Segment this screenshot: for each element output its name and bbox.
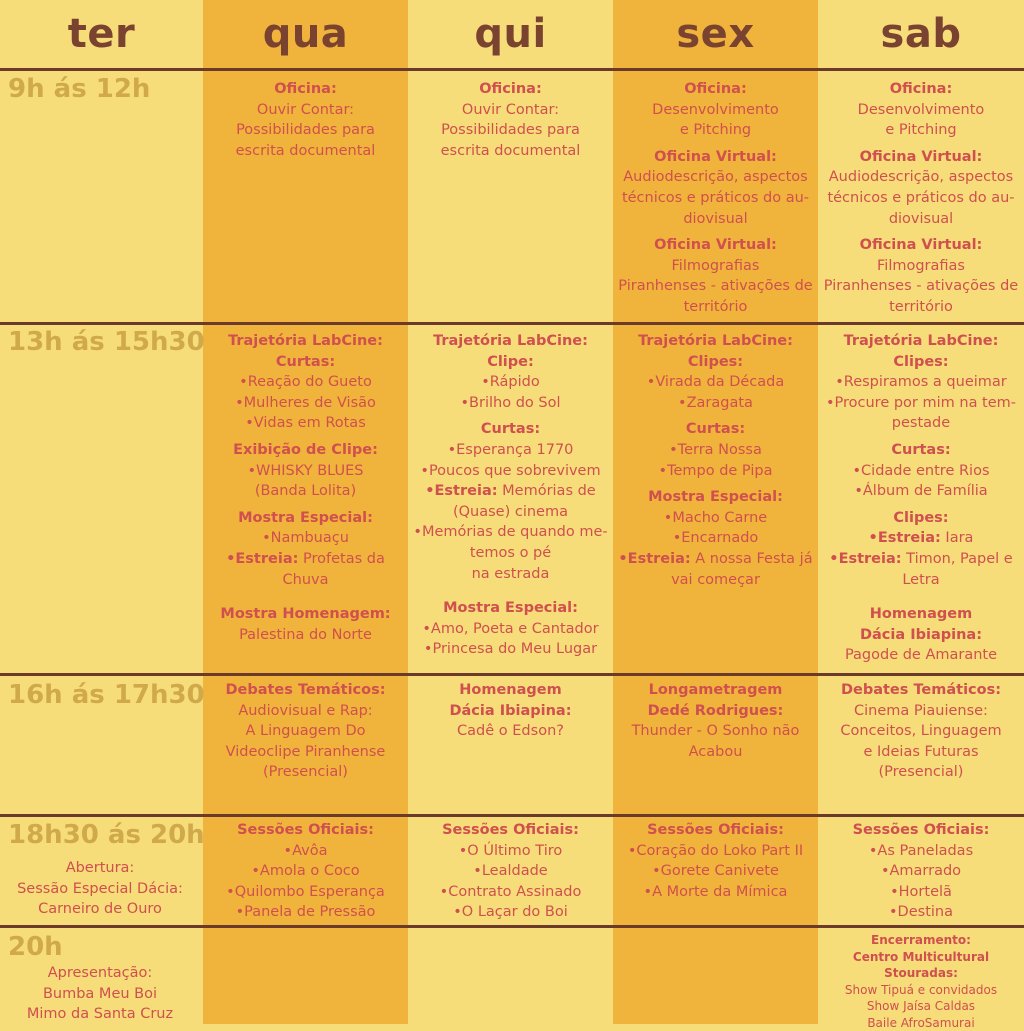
event-item [613,549,818,570]
event-item: Cinema Piauiense: [818,701,1024,722]
event-item: •As Paneladas [818,841,1024,862]
event-item: e Pitching [613,120,818,141]
event-item: •Poucos que sobrevivem [408,461,613,482]
event-item: •O Laçar do Boi [408,902,613,923]
event-item: Thunder - O Sonho não [613,721,818,742]
event-item: •Amo, Poeta e Cantador [408,619,613,640]
event-item: •Memórias de quando me- [408,522,613,543]
event-item: •Álbum de Família [818,481,1024,502]
event-item: técnicos e práticos do au- [818,188,1024,209]
day-header-ter: ter [0,0,203,68]
event-item: •Vidas em Rotas [203,413,408,434]
event-subtitle: Curtas: [203,352,408,373]
event-item: Videoclipe Piranhense [203,742,408,763]
cell-qua-16h [203,680,408,783]
event-title: Oficina Virtual: [818,147,1024,168]
cell-qua-18h30 [203,820,408,923]
event-item: •Tempo de Pipa [613,461,818,482]
cell-ter-20h [0,963,200,1025]
event-title: Clipes: [818,508,1024,529]
event-item: Cadê o Edson? [408,721,613,742]
event-title: Oficina: [818,79,1024,100]
event-title: Oficina: [408,79,613,100]
event-item: temos o pé [408,543,613,564]
event-title: Exibição de Clipe: [203,440,408,461]
event-title: Oficina Virtual: [613,147,818,168]
event-item: Mimo da Santa Cruz [0,1004,200,1025]
event-item: Filmografias [818,256,1024,277]
event-title: Mostra Homenagem: [203,604,408,625]
event-item: escrita documental [203,141,408,162]
cell-sab-20h [818,932,1024,1031]
event-item: diovisual [818,209,1024,230]
event-title: Curtas: [613,419,818,440]
day-header-sab: sab [818,0,1024,68]
event-item: Show Jaísa Caldas [818,998,1024,1015]
event-item: escrita documental [408,141,613,162]
event-item: Letra [818,570,1024,591]
event-item: na estrada [408,564,613,585]
cell-qui-9h [408,79,613,161]
premiere-label: •Estreia: [829,551,901,567]
event-item: Audiodescrição, aspectos [818,167,1024,188]
event-item: Palestina do Norte [203,625,408,646]
event-item: •Macho Carne [613,508,818,529]
event-item: •Terra Nossa [613,440,818,461]
event-title: Mostra Especial: [613,487,818,508]
event-item [408,481,613,502]
cell-sex-18h30 [613,820,818,902]
row-divider [0,814,1024,817]
event-subtitle: Dácia Ibiapina: [818,625,1024,646]
event-item: •Procure por mim na tem- [818,393,1024,414]
event-item: Possibilidades para [203,120,408,141]
event-item: •Zaragata [613,393,818,414]
event-item-text: Iara [941,530,974,546]
premiere-label: •Estreia: [618,551,690,567]
event-title: Sessões Oficiais: [203,820,408,841]
time-label: 18h30 ás 20h [8,820,205,850]
event-item: •Avôa [203,841,408,862]
event-title: Oficina: [613,79,818,100]
event-item: •Quilombo Esperança [203,882,408,903]
event-item: Desenvolvimento [613,100,818,121]
cell-qua-9h [203,79,408,161]
event-title: Homenagem [408,680,613,701]
event-item: •Virada da Década [613,372,818,393]
event-item: •Reação do Gueto [203,372,408,393]
event-item: Piranhenses - ativações de [613,276,818,297]
event-item: •WHISKY BLUES [203,461,408,482]
event-title: Sessões Oficiais: [408,820,613,841]
event-title: Trajetória LabCine: [818,331,1024,352]
event-item: e Pitching [818,120,1024,141]
event-item: Ouvir Contar: [408,100,613,121]
time-label: 16h ás 17h30 [8,680,205,710]
event-title: Oficina Virtual: [613,235,818,256]
event-item: •Panela de Pressão [203,902,408,923]
event-item: •Contrato Assinado [408,882,613,903]
cell-sab-13h [818,331,1024,666]
row-divider [0,673,1024,676]
event-title: Debates Temáticos: [203,680,408,701]
event-title: Sessão Especial Dácia: [0,879,200,900]
event-item: •Amola o Coco [203,861,408,882]
event-item: •Mulheres de Visão [203,393,408,414]
cell-sex-13h [613,331,818,590]
event-item [818,528,1024,549]
event-title: Apresentação: [0,963,200,984]
event-item: Show Tipuá e convidados [818,982,1024,999]
event-title: Trajetória LabCine: [408,331,613,352]
event-item: e Ideias Futuras [818,742,1024,763]
event-title: Encerramento: [818,932,1024,949]
event-item: (Presencial) [203,762,408,783]
day-header-sex: sex [613,0,818,68]
event-item [203,549,408,570]
cell-sab-16h [818,680,1024,783]
event-item: Desenvolvimento [818,100,1024,121]
event-item: •Nambuaçu [203,528,408,549]
event-item-text: A nossa Festa já [691,551,813,567]
event-item: Audiodescrição, aspectos [613,167,818,188]
event-item: Chuva [203,570,408,591]
event-subtitle: Clipes: [613,352,818,373]
event-item: •Lealdade [408,861,613,882]
event-item: pestade [818,413,1024,434]
event-item-text: Profetas da [298,551,384,567]
time-label: 13h ás 15h30 [8,327,205,357]
event-item: vai começar [613,570,818,591]
event-item: (Presencial) [818,762,1024,783]
day-header-qui: qui [408,0,613,68]
premiere-label: •Estreia: [226,551,298,567]
event-item: •Respiramos a queimar [818,372,1024,393]
event-subtitle: Clipe: [408,352,613,373]
event-title: Mostra Especial: [408,598,613,619]
event-title: Trajetória LabCine: [203,331,408,352]
event-title: Trajetória LabCine: [613,331,818,352]
time-label: 20h [8,932,63,962]
time-label: 9h ás 12h [8,74,150,104]
event-item: •Esperança 1770 [408,440,613,461]
row-divider [0,322,1024,325]
event-subtitle: Centro Multicultural Stouradas: [818,949,1024,982]
cell-qui-18h30 [408,820,613,923]
event-item: •Gorete Canivete [613,861,818,882]
cell-ter-18h30 [0,858,200,920]
event-item: •Coração do Loko Part II [613,841,818,862]
event-title: Debates Temáticos: [818,680,1024,701]
event-title: Sessões Oficiais: [818,820,1024,841]
event-title: Curtas: [818,440,1024,461]
event-item: território [613,297,818,318]
event-item: •Hortelã [818,882,1024,903]
event-title: Homenagem [818,604,1024,625]
cell-sex-16h [613,680,818,762]
event-item: •Cidade entre Rios [818,461,1024,482]
event-title: Longametragem [613,680,818,701]
event-item: Possibilidades para [408,120,613,141]
event-item: Carneiro de Ouro [0,899,200,920]
event-item: Bumba Meu Boi [0,984,200,1005]
cell-qua-13h [203,331,408,645]
event-title: Mostra Especial: [203,508,408,529]
event-title: Curtas: [408,419,613,440]
cell-qui-13h [408,331,613,660]
event-item: •Princesa do Meu Lugar [408,639,613,660]
event-item: •Destina [818,902,1024,923]
event-title: Oficina: [203,79,408,100]
event-title: Abertura: [0,858,200,879]
event-item: Ouvir Contar: [203,100,408,121]
event-item [818,549,1024,570]
row-divider [0,925,1024,928]
cell-sab-18h30 [818,820,1024,923]
event-item: Pagode de Amarante [818,645,1024,666]
event-subtitle: Dedé Rodrigues: [613,701,818,722]
event-title: Sessões Oficiais: [613,820,818,841]
event-item: técnicos e práticos do au- [613,188,818,209]
event-item: Audiovisual e Rap: [203,701,408,722]
event-item: território [818,297,1024,318]
event-item: •Rápido [408,372,613,393]
event-subtitle: Dácia Ibiapina: [408,701,613,722]
event-item: (Quase) cinema [408,502,613,523]
event-title: Oficina Virtual: [818,235,1024,256]
event-item: Conceitos, Linguagem [818,721,1024,742]
event-item: •A Morte da Mímica [613,882,818,903]
event-item: •Brilho do Sol [408,393,613,414]
cell-qui-16h [408,680,613,742]
event-item: Filmografias [613,256,818,277]
premiere-label: •Estreia: [869,530,941,546]
event-subtitle: Clipes: [818,352,1024,373]
event-item: •Encarnado [613,528,818,549]
premiere-label: •Estreia: [425,483,497,499]
event-item: •Amarrado [818,861,1024,882]
day-header-qua: qua [203,0,408,68]
event-item: Acabou [613,742,818,763]
row-divider [0,68,1024,71]
event-item: (Banda Lolita) [203,481,408,502]
event-item-text: Memórias de [498,483,596,499]
event-item: Baile AfroSamurai [818,1015,1024,1031]
event-item: diovisual [613,209,818,230]
event-item: •O Último Tiro [408,841,613,862]
event-item-text: Timon, Papel e [902,551,1013,567]
event-item: Piranhenses - ativações de [818,276,1024,297]
event-item: A Linguagem Do [203,721,408,742]
cell-sex-9h [613,79,818,318]
cell-sab-9h [818,79,1024,318]
